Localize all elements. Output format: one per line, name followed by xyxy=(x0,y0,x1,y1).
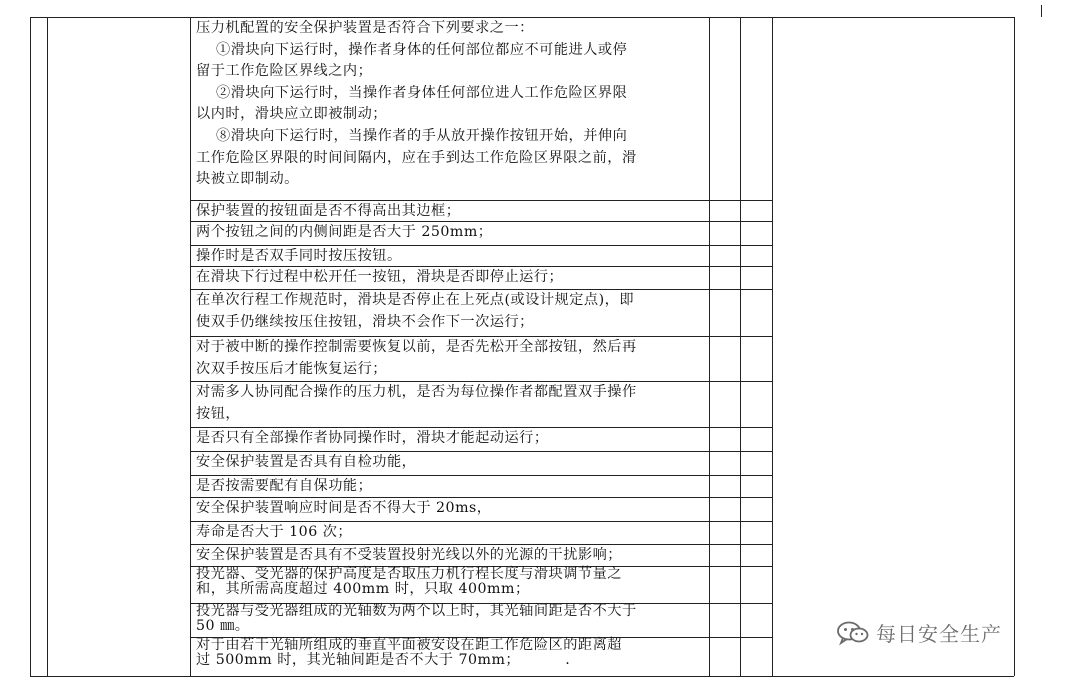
checklist-item-text xyxy=(196,290,704,333)
checklist-item-line: 50 ㎜。 xyxy=(196,618,250,634)
checklist-item-line: 安全保护装置是否具有自检功能， xyxy=(196,454,417,470)
checklist-item-text xyxy=(196,522,704,544)
checklist-item-line: 过 500mm 时，其光轴间距是否不大于 70mm； . xyxy=(196,652,571,668)
checklist-item-line: ⑧滑块向下运行时，当操作者的手从放开操作按钮开始，并伸向 xyxy=(196,127,628,144)
checklist-item-text xyxy=(196,428,704,450)
checklist-item-text xyxy=(196,545,704,567)
checklist-item-text xyxy=(196,201,704,223)
checklist-item-text xyxy=(196,337,704,380)
checklist-item-text xyxy=(196,567,704,597)
checklist-item-line: 在单次行程工作规范时，滑块是否停止在上死点(或设计规定点)，即 xyxy=(196,292,635,308)
watermark-text: 每日安全生产 xyxy=(876,622,1002,646)
watermark xyxy=(836,618,1002,647)
checklist-item-text xyxy=(196,246,704,268)
checklist-item-line: 压力机配置的安全保护装置是否符合下列要求之一： xyxy=(196,20,534,36)
checklist-item-line: 对需多人协同配合操作的压力机，是否为每位操作者都配置双手操作 xyxy=(196,384,637,400)
column-divider xyxy=(1014,17,1015,676)
checklist-item-line: 块被立即制动。 xyxy=(196,171,299,188)
checklist-item-line: 按钮， xyxy=(196,405,241,422)
checklist-item-text xyxy=(196,638,704,668)
checklist-item-text xyxy=(196,382,704,425)
checklist-item-line: 是否按需要配有自保功能； xyxy=(196,478,373,494)
column-divider xyxy=(47,17,48,676)
checklist-item-line: ②滑块向下运行时，当操作者身体任何部位进人工作危险区界限 xyxy=(196,84,628,101)
checklist-item-line: 安全保护装置是否具有不受装置投射光线以外的光源的干扰影响； xyxy=(196,547,622,563)
column-divider xyxy=(190,17,191,676)
checklist-item-line: 和，其所需高度超过 400mm 时，只取 400mm； xyxy=(196,581,530,597)
checklist-item-line: 投光器、受光器的保护高度是否取压力机行程长度与滑块调节量之 xyxy=(196,566,622,582)
checklist-item-text xyxy=(196,604,704,634)
checklist-item-text xyxy=(196,222,704,244)
column-divider xyxy=(30,17,31,676)
checklist-item-line: 是否只有全部操作者协同操作时，滑块才能起动运行； xyxy=(196,430,549,446)
checklist-item-line: 寿命是否大于 106 次； xyxy=(196,524,353,540)
checklist-item-text xyxy=(196,452,704,474)
checklist-item-line: 安全保护装置响应时间是否不得大于 20ms， xyxy=(196,500,492,516)
checklist-item-line: 在滑块下行过程中松开任一按钮，滑块是否即停止运行； xyxy=(196,269,564,285)
table-bottom-border xyxy=(30,676,1014,677)
column-divider xyxy=(740,17,741,676)
column-divider xyxy=(772,17,773,676)
checklist-item-text xyxy=(196,267,704,289)
checklist-item-line: 操作时是否双手同时按压按钮。 xyxy=(196,248,402,264)
checklist-item-line: 次双手按压后才能恢复运行； xyxy=(196,360,387,377)
checklist-item-text xyxy=(196,476,704,498)
column-divider xyxy=(1041,5,1042,17)
checklist-item-line: 工作危险区界限的时间间隔内，应在手到达工作危险区界限之前，滑 xyxy=(196,149,637,166)
checklist-item-line: ①滑块向下运行时，操作者身体的任何部位都应不可能进人或停 xyxy=(196,41,628,58)
checklist-item-line: 投光器与受光器组成的光轴数为两个以上时，其光轴间距是否不大于 xyxy=(196,603,637,619)
checklist-item-line: 保护装置的按钮面是否不得高出其边框； xyxy=(196,203,461,219)
checklist-item-line: 对于被中断的操作控制需要恢复以前，是否先松开全部按钮，然后再 xyxy=(196,339,637,355)
checklist-item-line: 以内时，滑块应立即被制动； xyxy=(196,106,387,123)
checklist-item-text xyxy=(196,18,704,191)
column-divider xyxy=(709,17,710,676)
checklist-item-line: 两个按钮之间的内侧间距是否大于 250mm； xyxy=(196,224,493,240)
wechat-icon xyxy=(836,620,870,646)
checklist-item-line: 对于由若干光轴所组成的垂直平面被安设在距工作危险区的距离超 xyxy=(196,637,622,653)
checklist-item-line: 留于工作危险区界线之内； xyxy=(196,63,373,80)
checklist-item-line: 使双手仍继续按压住按钮，滑块不会作下一次运行； xyxy=(196,313,534,330)
checklist-item-text xyxy=(196,498,704,520)
